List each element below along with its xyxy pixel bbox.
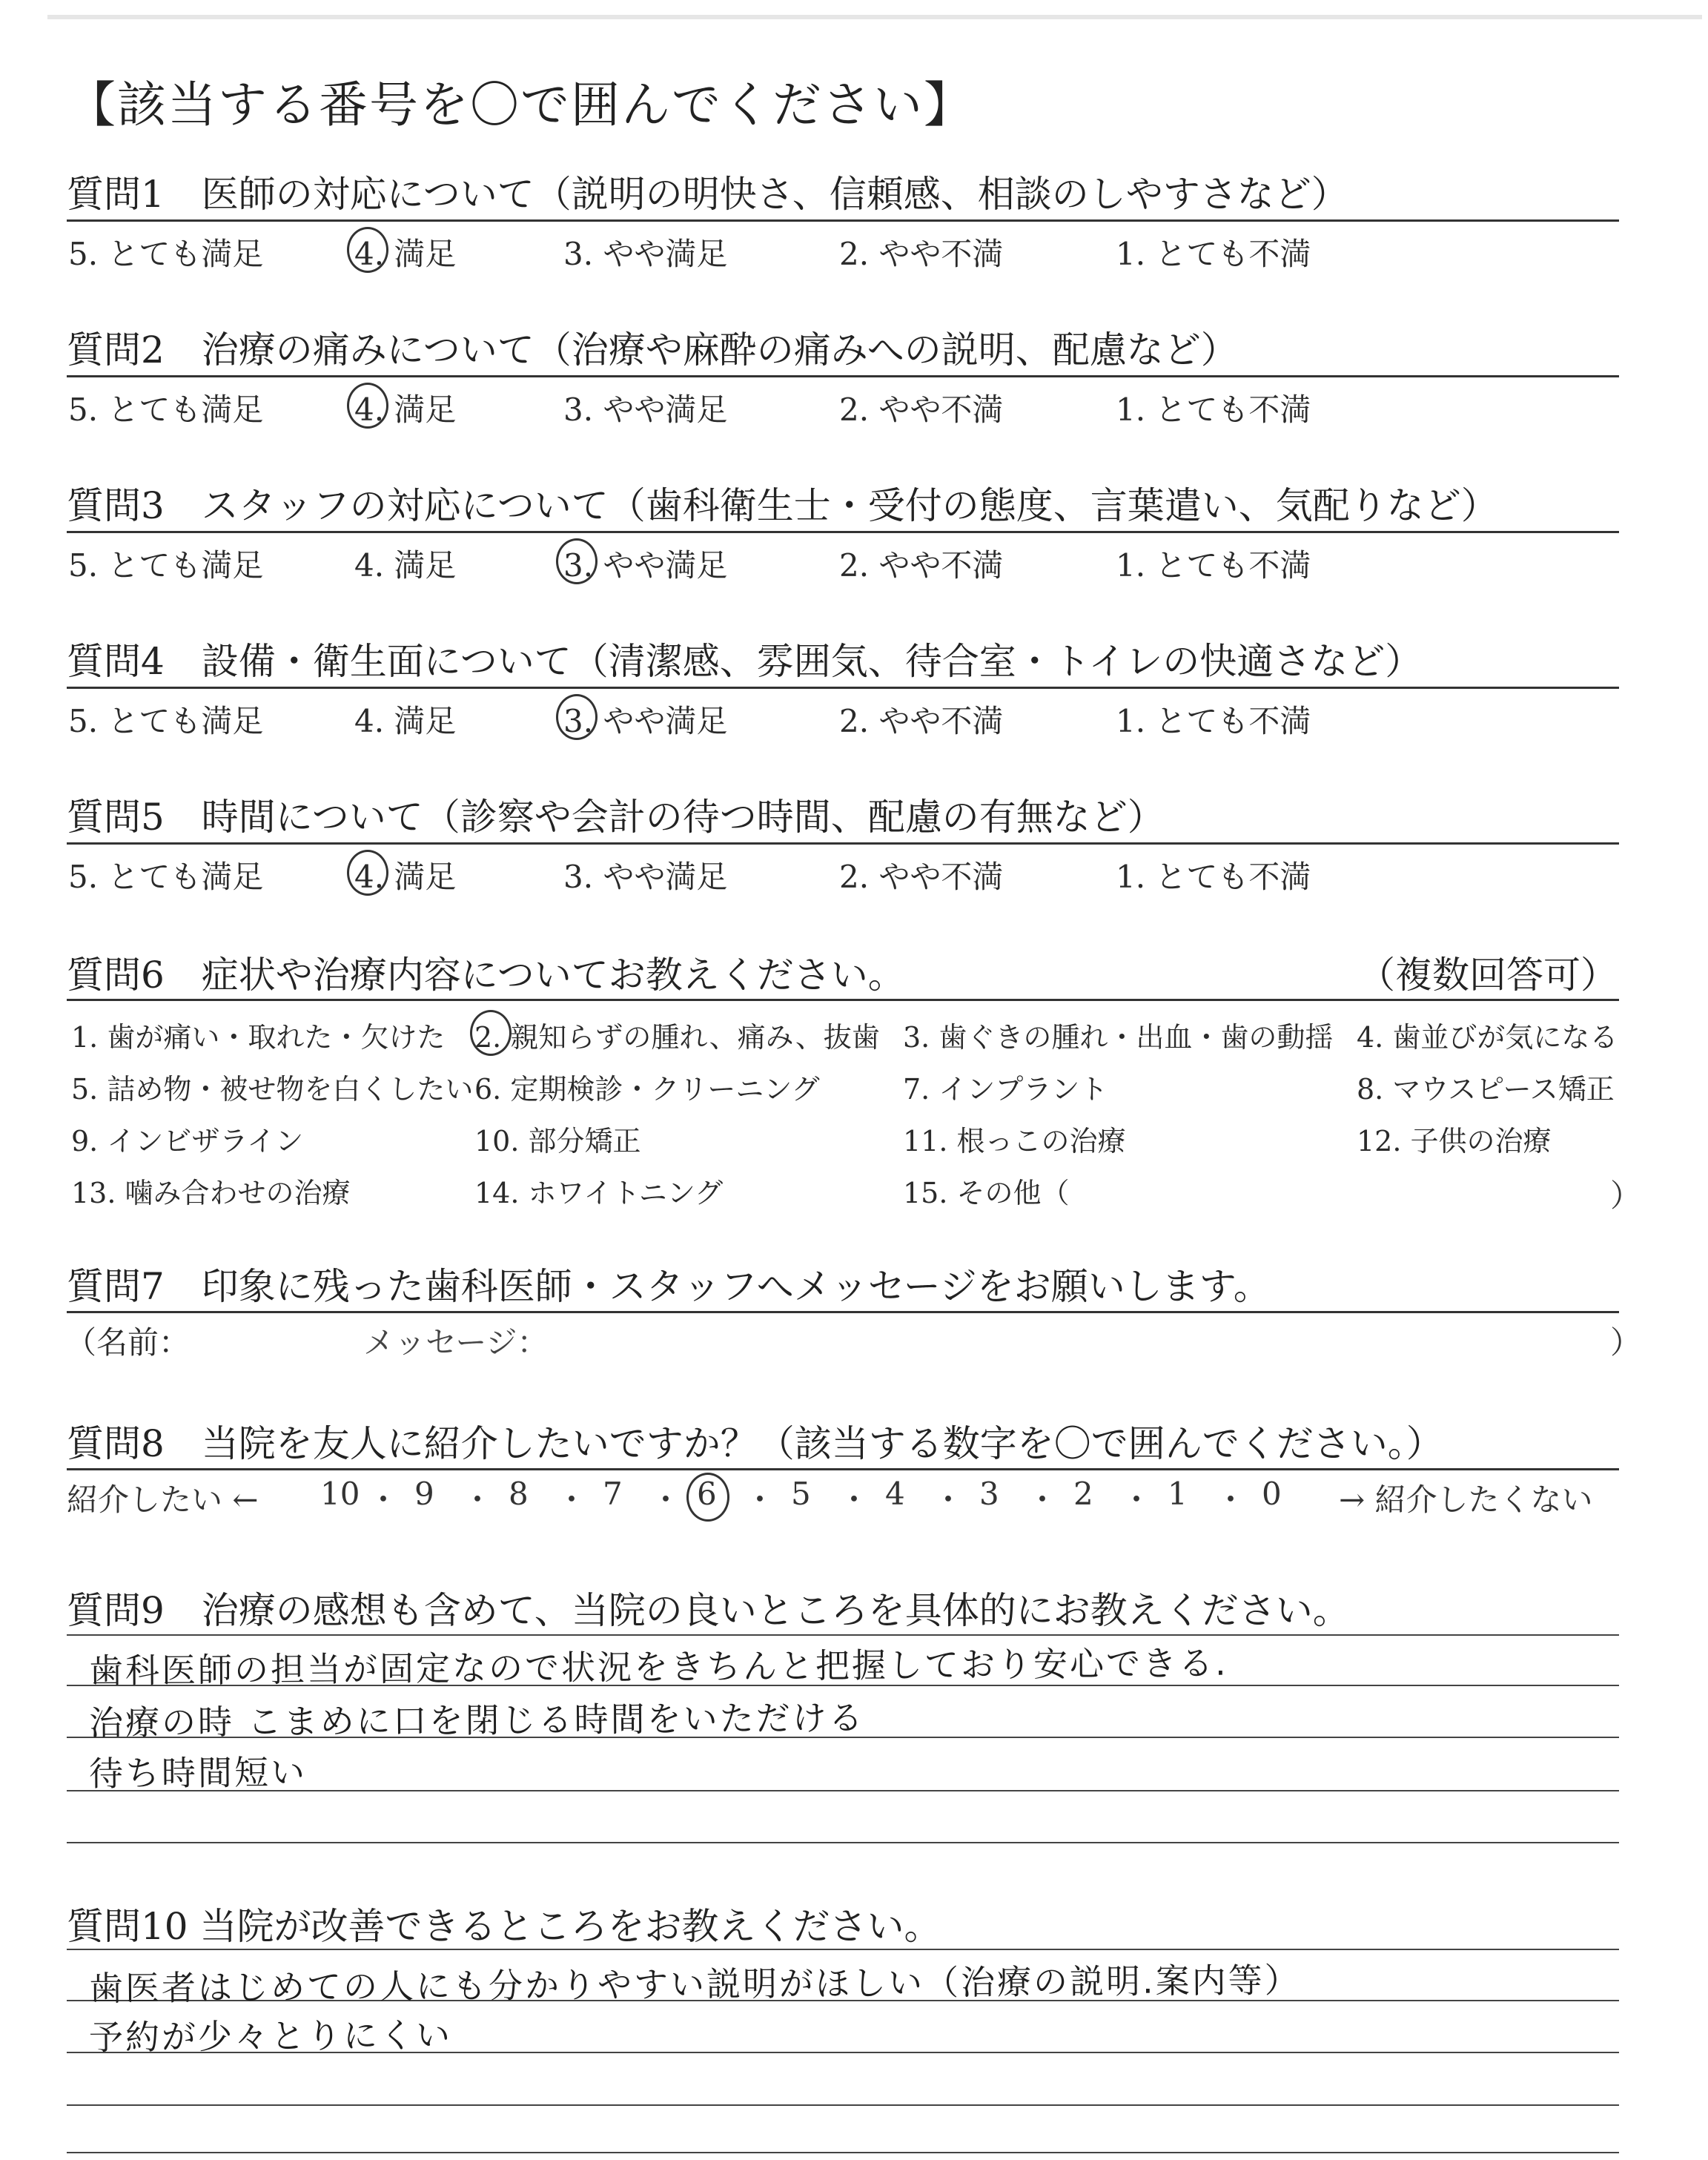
q5-option-1[interactable]: 1. とても不満 <box>1116 859 1311 895</box>
q10-answer-1: 歯医者はじめての人にも分かりやすい説明がほしい（治療の説明.案内等） <box>88 1960 1301 2009</box>
form-header: 【該当する番号を〇で囲んでください】 <box>67 76 974 133</box>
q8-scale-7[interactable]: 7 <box>603 1476 623 1512</box>
q8-scale-separator: ・ <box>838 1482 870 1518</box>
q8-scale-separator: ・ <box>556 1482 588 1518</box>
q5-option-5[interactable]: 5. とても満足 <box>68 859 264 895</box>
q8-scale-6[interactable]: 6 <box>697 1476 717 1512</box>
q9-line-1 <box>67 1634 1619 1636</box>
q7-name-label: （名前： <box>65 1324 191 1361</box>
q1-rule <box>67 219 1619 222</box>
q8-scale-separator: ・ <box>744 1482 776 1518</box>
q4-option-1[interactable]: 1. とても不満 <box>1116 703 1311 739</box>
q6-option-5[interactable]: 5. 詰め物・被せ物を白くしたい <box>71 1073 474 1106</box>
q6-option-2[interactable]: 2. 親知らずの腫れ、痛み、抜歯 <box>474 1021 880 1054</box>
q8-scale-separator: ・ <box>1027 1482 1059 1518</box>
q1-option-4[interactable]: 4. 満足 <box>354 236 457 272</box>
q4-rule <box>67 687 1619 689</box>
q2-selected-circle <box>347 383 388 429</box>
q8-scale-separator: ・ <box>1215 1482 1247 1518</box>
q2-rule <box>67 375 1619 377</box>
q9-answer-1: 歯科医師の担当が固定なので状況をきちんと把握しており安心できる. <box>88 1642 1228 1691</box>
q5-rule <box>67 842 1619 845</box>
q8-scale-0[interactable]: 0 <box>1262 1476 1282 1512</box>
q8-right-label: → 紹介したくない <box>1339 1482 1593 1518</box>
q6-option-15[interactable]: 15. その他（ <box>903 1177 1070 1209</box>
q8-scale-10[interactable]: 10 <box>320 1476 360 1512</box>
q2-option-4[interactable]: 4. 満足 <box>354 392 457 428</box>
q8-scale-5[interactable]: 5 <box>791 1476 811 1512</box>
q1-option-3[interactable]: 3. やや満足 <box>563 236 728 272</box>
q1-title: 質問1 医師の対応について（説明の明快さ、信頼感、相談のしやすさなど） <box>67 173 1348 216</box>
q3-title: 質問3 スタッフの対応について（歯科衛生士・受付の態度、言葉遣い、気配りなど） <box>67 484 1498 527</box>
q2-option-2[interactable]: 2. やや不満 <box>839 392 1004 428</box>
q10-line-1 <box>67 1949 1619 1950</box>
q6-option-4[interactable]: 4. 歯並びが気になる <box>1357 1021 1618 1054</box>
q3-rule <box>67 531 1619 533</box>
q2-option-1[interactable]: 1. とても不満 <box>1116 392 1311 428</box>
q6-option-8[interactable]: 8. マウスピース矯正 <box>1357 1073 1615 1106</box>
q6-option-12[interactable]: 12. 子供の治療 <box>1357 1125 1552 1157</box>
q7-close-paren: ） <box>1610 1324 1642 1361</box>
q9-answer-3: 待ち時間短い <box>88 1751 308 1794</box>
q6-option-13[interactable]: 13. 噛み合わせの治療 <box>71 1177 351 1209</box>
q6-option-6[interactable]: 6. 定期検診・クリーニング <box>474 1073 820 1106</box>
q8-scale-separator: ・ <box>462 1482 494 1518</box>
q3-selected-circle <box>556 538 598 584</box>
q1-option-2[interactable]: 2. やや不満 <box>839 236 1004 272</box>
q5-selected-circle <box>347 850 388 896</box>
q6-option-11[interactable]: 11. 根っこの治療 <box>903 1125 1126 1157</box>
q8-left-label: 紹介したい ← <box>67 1482 259 1518</box>
q6-note: （複数回答可） <box>1358 954 1618 997</box>
q5-option-2[interactable]: 2. やや不満 <box>839 859 1004 895</box>
q3-option-2[interactable]: 2. やや不満 <box>839 547 1004 584</box>
q8-scale-8[interactable]: 8 <box>509 1476 529 1512</box>
q4-option-5[interactable]: 5. とても満足 <box>68 703 264 739</box>
q1-option-5[interactable]: 5. とても満足 <box>68 236 264 272</box>
q6-title: 質問6 症状や治療内容についてお教えください。 <box>67 954 905 997</box>
q9-title: 質問9 治療の感想も含めて、当院の良いところを具体的にお教えください。 <box>67 1589 1350 1632</box>
q8-scale-1[interactable]: 1 <box>1168 1476 1188 1512</box>
q1-selected-circle <box>347 227 388 273</box>
q7-rule <box>67 1311 1619 1313</box>
q6-option-7[interactable]: 7. インプラント <box>903 1073 1108 1106</box>
q3-option-1[interactable]: 1. とても不満 <box>1116 547 1311 584</box>
q8-title: 質問8 当院を友人に紹介したいですか？（該当する数字を〇で囲んでください。） <box>67 1422 1443 1465</box>
q6-option-9[interactable]: 9. インビザライン <box>71 1125 304 1157</box>
q3-option-3[interactable]: 3. やや満足 <box>563 547 728 584</box>
q7-message-label: メッセージ： <box>363 1324 549 1361</box>
scan-top-edge <box>47 15 1702 19</box>
q2-option-3[interactable]: 3. やや満足 <box>563 392 728 428</box>
q5-option-3[interactable]: 3. やや満足 <box>563 859 728 895</box>
q1-option-1[interactable]: 1. とても不満 <box>1116 236 1311 272</box>
q6-other-close-paren: ） <box>1610 1178 1642 1214</box>
q4-title: 質問4 設備・衛生面について（清潔感、雰囲気、待合室・トイレの快適さなど） <box>67 640 1423 683</box>
q4-option-4[interactable]: 4. 満足 <box>354 703 457 739</box>
q8-scale-separator: ・ <box>933 1482 964 1518</box>
q4-option-3[interactable]: 3. やや満足 <box>563 703 728 739</box>
q10-title: 質問10 当院が改善できるところをお教えください。 <box>67 1905 941 1948</box>
q8-rule <box>67 1468 1619 1470</box>
q10-answer-2: 予約が少々とりにくい <box>88 2015 453 2058</box>
q5-title: 質問5 時間について（診察や会計の待つ時間、配慮の有無など） <box>67 796 1165 839</box>
q6-rule <box>67 999 1619 1001</box>
q8-scale-4[interactable]: 4 <box>885 1476 905 1512</box>
q6-option-1[interactable]: 1. 歯が痛い・取れた・欠けた <box>71 1021 446 1054</box>
q8-scale-separator: ・ <box>368 1482 400 1518</box>
q9-answer-2: 治療の時 こまめに口を閉じる時間をいただける <box>88 1697 865 1743</box>
q10-line-5 <box>67 2152 1619 2153</box>
q6-option-10[interactable]: 10. 部分矯正 <box>474 1125 641 1157</box>
q5-option-4[interactable]: 4. 満足 <box>354 859 457 895</box>
q7-title: 質問7 印象に残った歯科医師・スタッフへメッセージをお願いします。 <box>67 1265 1271 1308</box>
q9-line-5 <box>67 1842 1619 1843</box>
q8-scale-3[interactable]: 3 <box>979 1476 999 1512</box>
q2-option-5[interactable]: 5. とても満足 <box>68 392 264 428</box>
q8-scale-separator: ・ <box>1121 1482 1153 1518</box>
q6-option-14[interactable]: 14. ホワイトニング <box>474 1177 724 1209</box>
q6-selected-circle <box>470 1010 512 1056</box>
q8-selected-circle <box>686 1473 729 1522</box>
q8-scale-9[interactable]: 9 <box>414 1476 434 1512</box>
q4-option-2[interactable]: 2. やや不満 <box>839 703 1004 739</box>
q4-selected-circle <box>556 694 598 740</box>
q8-scale-separator: ・ <box>650 1482 682 1518</box>
q10-line-4 <box>67 2104 1619 2106</box>
q6-option-3[interactable]: 3. 歯ぐきの腫れ・出血・歯の動揺 <box>903 1021 1334 1054</box>
q8-scale-2[interactable]: 2 <box>1073 1476 1093 1512</box>
q3-option-5[interactable]: 5. とても満足 <box>68 547 264 584</box>
q3-option-4[interactable]: 4. 満足 <box>354 547 457 584</box>
q2-title: 質問2 治療の痛みについて（治療や麻酔の痛みへの説明、配慮など） <box>67 328 1238 371</box>
